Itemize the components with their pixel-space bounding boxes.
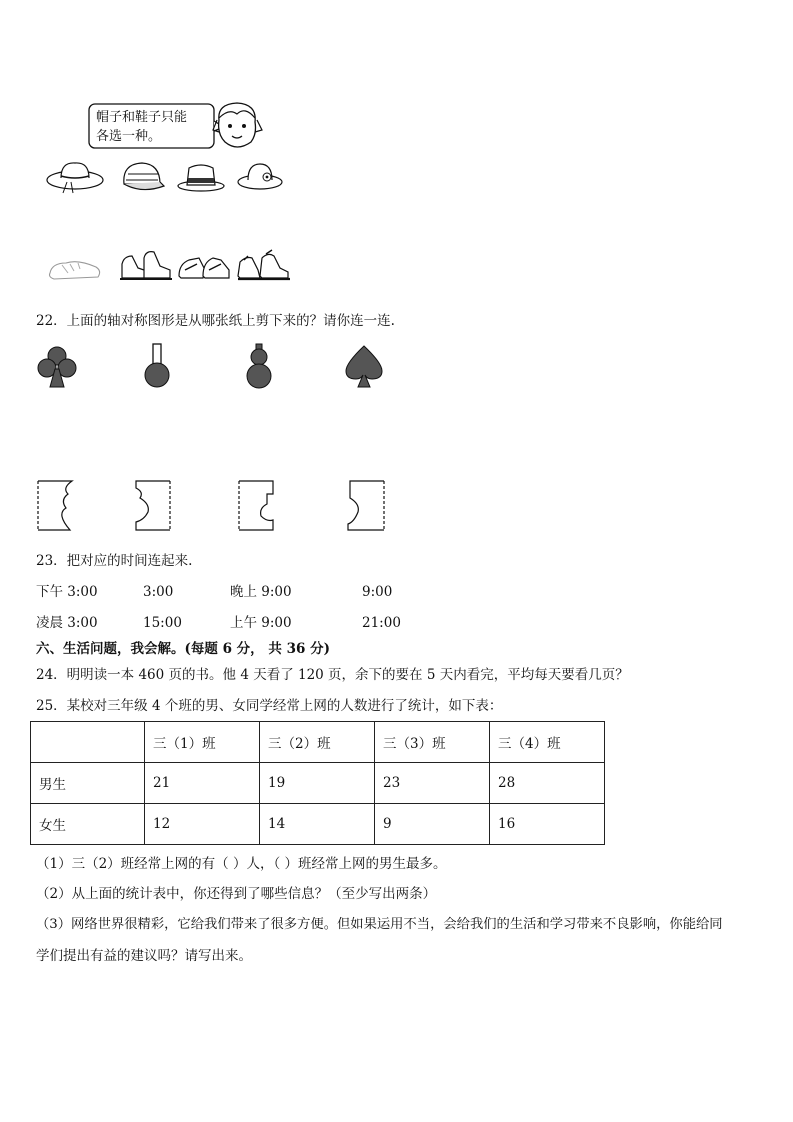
sub-question-2: （2）从上面的统计表中，你还得到了哪些信息？（至少写出两条） <box>36 886 437 902</box>
sneaker-icon <box>177 248 233 284</box>
club-shape-icon[interactable] <box>36 345 78 389</box>
girl-icon <box>213 100 263 155</box>
gourd-shape-icon[interactable] <box>242 343 276 389</box>
table-cell: 男生 <box>31 763 145 804</box>
folded-paper-gourd-icon[interactable] <box>132 480 172 532</box>
time-label[interactable]: 下午 3:00 <box>36 584 98 600</box>
time-label[interactable]: 15:00 <box>143 615 182 631</box>
fedora-icon <box>177 160 227 196</box>
time-label[interactable]: 9:00 <box>362 584 393 600</box>
table-header-cell: 三（3）班 <box>375 722 490 763</box>
table-cell: 28 <box>490 763 605 804</box>
table-row <box>31 804 605 845</box>
speech-bubble-line-2: 各选一种。 <box>96 129 162 144</box>
table-cell: 14 <box>260 804 375 845</box>
folded-paper-spade-icon[interactable] <box>346 480 386 532</box>
table-header-cell: 三（2）班 <box>260 722 375 763</box>
keyhole-shape-icon[interactable] <box>140 343 174 389</box>
boot-icon <box>118 248 174 284</box>
table-header-cell: 三（1）班 <box>145 722 260 763</box>
sub-question-3-line-2: 学们提出有益的建议吗？请写出来。 <box>36 948 252 964</box>
table-cell: 9 <box>375 804 490 845</box>
time-label[interactable]: 21:00 <box>362 615 401 631</box>
folded-paper-keyhole-icon[interactable] <box>237 480 277 532</box>
sun-hat-icon <box>45 160 105 196</box>
speech-bubble-line-1: 帽子和鞋子只能 <box>96 110 188 125</box>
table-header-cell: 三（4）班 <box>490 722 605 763</box>
hiking-shoe-icon <box>236 248 292 284</box>
time-label[interactable]: 3:00 <box>143 584 174 600</box>
sub-question-3-line-1: （3）网络世界很精彩，它给我们带来了很多方便。但如果运用不当，会给我们的生活和学习带来不良影响，你能给同 <box>36 917 723 932</box>
table-cell: 21 <box>145 763 260 804</box>
table-cell: 16 <box>490 804 605 845</box>
table-cell: 女生 <box>31 804 145 845</box>
time-label[interactable]: 晚上 9:00 <box>230 584 292 600</box>
slipper-icon <box>48 255 104 283</box>
table-cell: 23 <box>375 763 490 804</box>
table-cell: 19 <box>260 763 375 804</box>
spade-shape-icon[interactable] <box>342 345 386 389</box>
flower-hat-icon <box>236 160 286 196</box>
table-row <box>31 763 605 804</box>
folded-paper-club-icon[interactable] <box>36 480 76 532</box>
table-header-cell <box>31 722 145 763</box>
question-23-text: 23．把对应的时间连起来. <box>36 553 193 569</box>
question-24-text: 24．明明读一本 460 页的书。他 4 天看了 120 页，余下的要在 5 天内看完，平均每天要看几页？ <box>36 667 629 683</box>
time-label[interactable]: 凌晨 3:00 <box>36 615 98 631</box>
question-22-text: 22．上面的轴对称图形是从哪张纸上剪下来的？请你连一连. <box>36 313 395 329</box>
statistics-table <box>30 721 605 845</box>
cap-icon <box>118 160 168 196</box>
question-25-text: 25．某校对三年级 4 个班的男、女同学经常上网的人数进行了统计，如下表： <box>36 698 503 714</box>
table-header-row <box>31 722 605 763</box>
section-heading: 六、生活问题，我会解。(每题 6 分， 共 36 分) <box>36 641 330 657</box>
table-cell: 12 <box>145 804 260 845</box>
time-label[interactable]: 上午 9:00 <box>230 615 292 631</box>
sub-question-1: （1）三（2）班经常上网的有（ ）人，（ ）班经常上网的男生最多。 <box>36 856 447 872</box>
